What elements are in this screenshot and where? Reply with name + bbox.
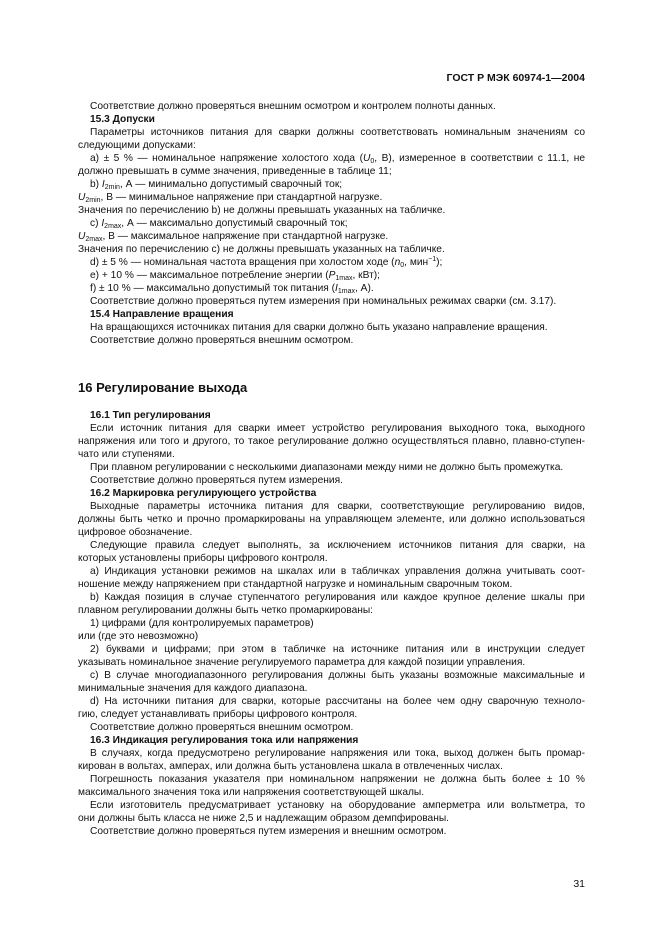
symbol-variable: I — [101, 218, 105, 229]
text-line: которых установлены приборы цифрового контроля. — [78, 553, 328, 564]
text-line: 2) буквами и цифрами; при этом в табличке на источнике питания или в инструкции следует — [90, 644, 585, 655]
text-segment: , А — минимально допустимый сварочный ток; — [119, 179, 343, 190]
text-line: b) Каждая позиция в случае ступенчатого регулирования или каждое крупное деление шкалы при — [90, 592, 585, 603]
text-line: минимальные значения для каждого диапазона. — [78, 683, 308, 694]
text-line: максимального значения тока или напряжения соответствующей шкалы. — [78, 787, 425, 798]
text-line: Следующие правила следует выполнять, за исключением источников питания для сварки, на — [90, 540, 585, 551]
text-line — [78, 282, 585, 295]
text-line — [78, 191, 585, 204]
text-segment: , В), измеренное в соответствии с 11.1, не — [374, 153, 585, 164]
text-line: плавном регулировании должны быть четко промаркированы: — [78, 605, 374, 616]
section-heading-16: 16 Регулирование выхода — [78, 380, 248, 395]
text-line: Соответствие должно проверяться путем измерения при номинальных режимах сварки (см. 3.17). — [90, 296, 557, 307]
text-line: d) На источники питания для сварки, которые рассчитаны на более чем одну сварочную техноло- — [90, 696, 585, 707]
text-line: цифровое обозначение. — [78, 527, 193, 538]
text-segment: ); — [436, 257, 443, 268]
text-segment: , В — минимальное напряжение при стандартной нагрузке. — [100, 192, 383, 203]
text-line: они должны быть класса не ниже 2,5 и надлежащим образом демпфированы. — [78, 813, 449, 824]
text-line: Параметры источников питания для сварки должны соответствовать номинальным значениям со — [90, 127, 585, 138]
subsection-heading-16-3: 16.3 Индикация регулирования тока или напряжения — [90, 735, 359, 746]
text-line: Значения по перечислению b) не должны превышать указанных на табличке. — [78, 205, 446, 216]
subsection-heading-16-2: 16.2 Маркировка регулирующего устройства — [90, 488, 317, 499]
symbol-variable: U — [362, 153, 371, 164]
text-line: Значения по перечислению c) не должны превышать указанных на табличке. — [78, 244, 445, 255]
subsection-heading-16-1: 16.1 Тип регулирования — [90, 410, 211, 421]
subscript: 2min — [104, 184, 120, 191]
text-segment: a) ± 5 % — номинальное напряжение холостого хода ( — [90, 153, 363, 164]
text-line: указывать номинальное значение регулируемого параметра для каждой позиции управления. — [78, 657, 526, 668]
text-line: Соответствие должно проверяться путем измерения. — [90, 475, 343, 486]
subsection-heading-15-4: 15.4 Направление вращения — [90, 309, 234, 320]
text-line: a) Индикация установки режимов на шкалах или в табличках управления должна учитывать соот- — [90, 566, 585, 577]
text-segment: e) + 10 % — максимальное потребление энергии ( — [90, 270, 329, 281]
text-line: На вращающихся источниках питания для сварки должно быть указано направление вращения. — [90, 322, 548, 333]
subscript: 1max — [337, 288, 355, 295]
text-line — [78, 230, 585, 243]
text-line: гию, следует устанавливать приборы цифрового контроля. — [78, 709, 358, 720]
text-segment: c) — [90, 218, 102, 229]
symbol-variable: n — [394, 257, 401, 268]
section-16-body — [78, 409, 585, 838]
symbol-variable: I — [101, 179, 105, 190]
text-line: Соответствие должно проверяться внешним осмотром и контролем полноты данных. — [90, 101, 496, 112]
text-line: Выходные параметры источника питания для сварки, соответствующие регулированию видов, — [90, 501, 585, 512]
text-segment: , кВт); — [352, 270, 380, 281]
subscript: 0 — [400, 262, 405, 269]
text-line — [78, 178, 585, 191]
text-line: кирован в вольтах, амперах, или должна быть установлена шкала в отвлеченных числах. — [78, 761, 503, 772]
text-line: c) В случае многодиапазонного регулирования должны быть указаны возможные максимальные и — [90, 670, 585, 681]
running-header-doc-code: ГОСТ Р МЭК 60974-1—2004 — [446, 72, 585, 84]
symbol-variable: U — [78, 192, 86, 203]
text-line: или (где это невозможно) — [78, 631, 199, 642]
superscript: −1 — [428, 256, 437, 263]
text-segment: f) ± 10 % — максимально допустимый ток питания ( — [90, 283, 336, 294]
text-line: Если источник питания для сварки имеет устройство регулирования выходного тока, выходного — [90, 423, 585, 434]
text-line — [78, 269, 585, 282]
text-segment: b) — [90, 179, 102, 190]
text-line: Соответствие должно проверяться внешним осмотром. — [90, 335, 354, 346]
text-line: должно превышать в сумме значения, приведенные в таблице 11; — [78, 166, 392, 177]
text-line: 1) цифрами (для контролируемых параметров) — [90, 618, 314, 629]
text-line: следующими допусками: — [78, 140, 196, 151]
subscript: 2max — [104, 223, 122, 230]
text-segment: , мин — [404, 257, 429, 268]
text-line: ношение между напряжением при стандартной нагрузке и номинальным сварочным током. — [78, 579, 513, 590]
page-number: 31 — [573, 878, 585, 890]
subscript: 2min — [85, 197, 101, 204]
text-line: напряжения или того и другого, то такое регулирование должно осуществляться плавно, плавно-ступен- — [78, 436, 585, 447]
text-segment: d) ± 5 % — номинальная частота вращения при холостом ходе ( — [90, 257, 395, 268]
subscript: 0 — [370, 158, 375, 165]
text-line — [78, 217, 585, 230]
subscript: 2max — [85, 236, 103, 243]
text-line: Погрешность показания указателя при номинальном напряжении не должна быть более ± 10 % — [90, 774, 585, 785]
subsection-heading-15-3: 15.3 Допуски — [90, 114, 155, 125]
text-line: Соответствие должно проверяться путем измерения и внешним осмотром. — [90, 826, 447, 837]
text-line — [78, 152, 585, 165]
text-line: чато или ступенями. — [78, 449, 175, 460]
text-line: Если изготовитель предусматривает установку на оборудование амперметра или вольтметра, то — [90, 800, 585, 811]
text-line: должны быть четко и прочно промаркированы на управляющем элементе, или должно использоваться — [78, 514, 585, 525]
text-line: При плавном регулировании с несколькими диапазонами между ними не должно быть промежутка. — [90, 462, 564, 473]
symbol-variable: I — [335, 283, 338, 294]
text-segment: , В — максимальное напряжение при стандартной нагрузке. — [102, 231, 389, 242]
symbol-variable: U — [78, 231, 86, 242]
text-line — [78, 256, 585, 269]
text-line: Соответствие должно проверяться внешним осмотром. — [90, 722, 354, 733]
symbol-variable: P — [328, 270, 336, 281]
text-segment: , А). — [354, 283, 374, 294]
section-15-body — [78, 100, 585, 347]
text-segment: , А — максимально допустимый сварочный ток; — [121, 218, 348, 229]
text-line: В случаях, когда предусмотрено регулирование напряжения или тока, выход должен быть промар- — [90, 748, 585, 759]
subscript: 1max — [335, 275, 353, 282]
